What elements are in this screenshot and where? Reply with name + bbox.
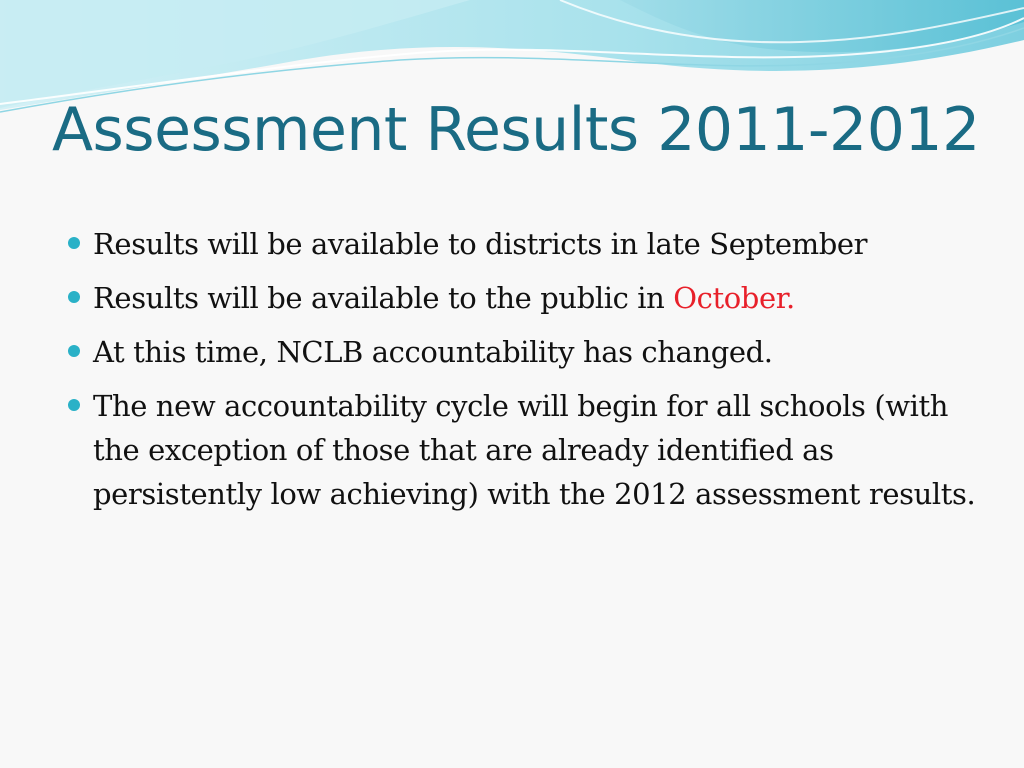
bullet-text: Results will be available to the public in xyxy=(93,281,674,315)
bullet-text: At this time, NCLB accountability has changed. xyxy=(93,335,773,369)
bullet-text: Results will be available to districts in late September xyxy=(93,227,868,261)
bullet-item xyxy=(66,330,976,374)
bullet-text: The new accountability cycle will begin for all schools (with the exception of those that are already identified as persistently low achieving) with the 2012 assessment results. xyxy=(93,389,976,511)
highlight-text: October. xyxy=(673,281,795,315)
bullet-dot-icon xyxy=(68,237,80,249)
bullet-item xyxy=(66,384,976,516)
bullet-list xyxy=(66,222,976,526)
bullet-item xyxy=(66,222,976,266)
bullet-dot-icon xyxy=(68,345,80,357)
bullet-dot-icon xyxy=(68,291,80,303)
bullet-dot-icon xyxy=(68,399,80,411)
bullet-item xyxy=(66,276,976,320)
slide-title: Assessment Results 2011-2012 xyxy=(52,95,980,165)
